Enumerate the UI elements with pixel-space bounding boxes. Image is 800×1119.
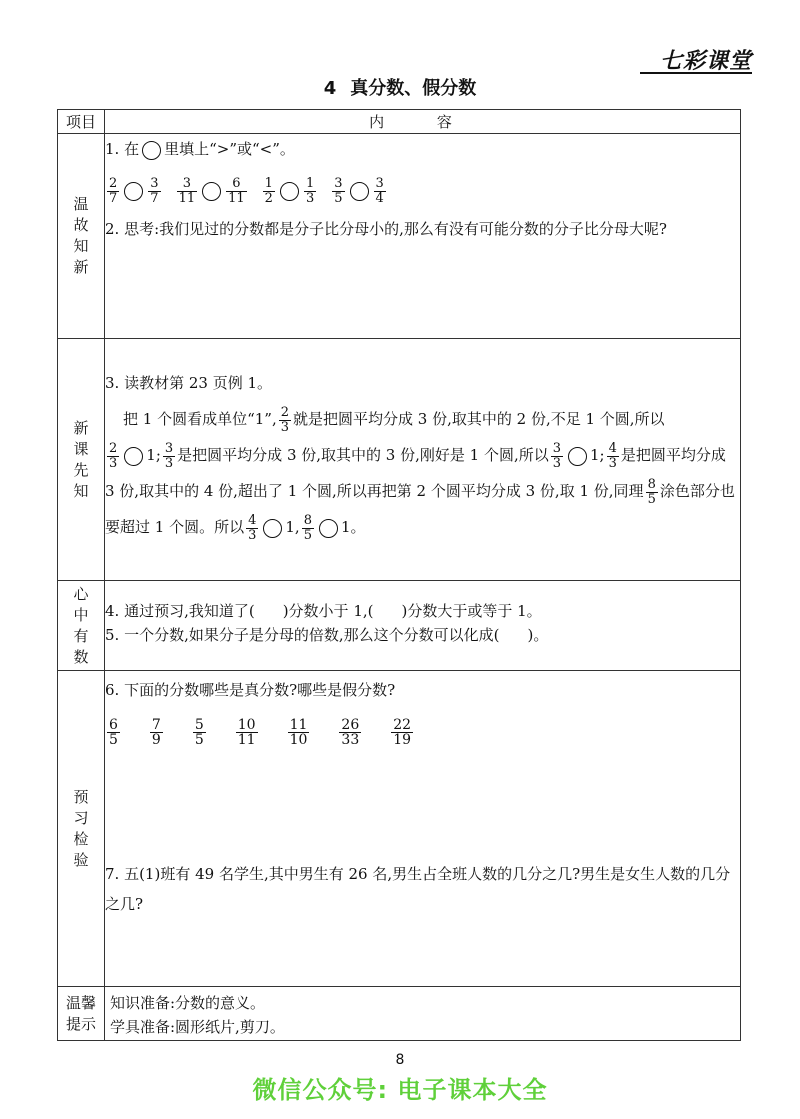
circle-blank[interactable] <box>202 182 221 201</box>
circle-blank[interactable] <box>263 519 282 538</box>
content-review <box>105 134 741 339</box>
fraction-right: $\frac{3}{4}$ <box>375 175 384 206</box>
section-tips <box>58 987 741 1041</box>
circle-blank[interactable] <box>319 519 338 538</box>
question-4: 4. 通过预习,我知道了( )分数小于 1,( )分数大于或等于 1。 <box>105 602 542 620</box>
fraction-item: $\frac{5}{5}$ <box>194 716 204 748</box>
fraction-right: $\frac{6}{11}$ <box>228 175 245 206</box>
preview-paragraph: 把 1 个圆看成单位“1”, $\frac{2}{3}$ 就是把圆平均分成 3 份,取其中的 2 份,不足 1 个圆,所以 <box>123 404 665 435</box>
title-text: 真分数、假分数 <box>350 78 477 99</box>
compare-pair <box>175 175 249 206</box>
content-heart <box>105 581 741 671</box>
fraction-left: $\frac{3}{11}$ <box>178 175 196 206</box>
question-2: 2. 思考:我们见过的分数都是分子比分母小的,那么有没有可能分数的分子比分母大呢? <box>105 220 667 238</box>
question-5: 5. 一个分数,如果分子是分母的倍数,那么这个分数可以化成( )。 <box>105 626 549 644</box>
section-preview <box>58 339 741 581</box>
fraction-item: $\frac{26}{33}$ <box>341 716 360 748</box>
circle-blank[interactable] <box>350 182 369 201</box>
fraction-right: $\frac{3}{7}$ <box>150 175 159 206</box>
fraction-4-3: $\frac{4}{3}$ <box>608 440 617 471</box>
fraction-3-3: $\frac{3}{3}$ <box>164 440 174 471</box>
header-item: 项目 <box>58 110 105 134</box>
fraction-left: $\frac{3}{5}$ <box>334 175 343 206</box>
header-content: 内 容 <box>105 110 741 134</box>
question-1: 1. 在 里填上“>”或“<”。 <box>105 140 295 158</box>
fraction-2-3: $\frac{2}{3}$ <box>109 440 118 471</box>
section-review <box>58 134 741 339</box>
circle-blank[interactable] <box>568 447 587 466</box>
fraction-left: $\frac{1}{2}$ <box>264 175 273 206</box>
compare-row <box>105 170 740 210</box>
fraction-item: $\frac{22}{19}$ <box>393 716 412 748</box>
circle-blank[interactable] <box>124 182 143 201</box>
label-heart: 心中有数 <box>58 581 105 671</box>
question-6: 6. 下面的分数哪些是真分数?哪些是假分数? <box>105 681 396 699</box>
tip-line-2: 学具准备:圆形纸片,剪刀。 <box>110 1018 285 1036</box>
fraction-item: $\frac{11}{10}$ <box>289 716 308 748</box>
fraction-4-3: $\frac{4}{3}$ <box>248 512 257 543</box>
page-title <box>0 74 800 100</box>
brand-logo: 七彩课堂 <box>659 49 752 74</box>
compare-pair <box>105 175 163 206</box>
label-tips: 温馨 提示 <box>58 987 105 1041</box>
question-3: 3. 读教材第 23 页例 1。 <box>105 374 273 392</box>
fraction-left: $\frac{2}{7}$ <box>109 175 118 206</box>
fraction-8-5: $\frac{8}{5}$ <box>647 476 656 507</box>
circle-blank[interactable] <box>124 447 143 466</box>
circle-blank[interactable] <box>142 141 161 160</box>
label-check: 预习检验 <box>58 671 105 987</box>
label-review: 温故知新 <box>58 134 105 339</box>
content-preview <box>105 339 741 581</box>
fraction-item: $\frac{7}{9}$ <box>151 716 161 748</box>
content-tips <box>105 987 741 1041</box>
page-number: 8 <box>395 1052 405 1068</box>
fraction-2-3: $\frac{2}{3}$ <box>280 404 290 435</box>
circle-blank[interactable] <box>280 182 299 201</box>
label-preview: 新课先知 <box>58 339 105 581</box>
compare-pair <box>330 175 388 206</box>
worksheet-table <box>57 109 741 1041</box>
fraction-item: $\frac{6}{5}$ <box>109 716 118 748</box>
section-heart <box>58 581 741 671</box>
fraction-item: $\frac{10}{11}$ <box>237 716 256 748</box>
watermark: 微信公众号: 电子课本大全 <box>252 1076 548 1104</box>
fraction-8-5: $\frac{8}{5}$ <box>303 512 312 543</box>
question-7: 7. 五(1)班有 49 名学生,其中男生有 26 名,男生占全班人数的几分之几?男生是女生人数的几分之几? <box>105 865 731 913</box>
fraction-right: $\frac{1}{3}$ <box>305 175 315 206</box>
content-check <box>105 671 741 987</box>
title-number: 4 <box>323 78 337 99</box>
fraction-3-3: $\frac{3}{3}$ <box>552 440 561 471</box>
fraction-list <box>105 709 740 753</box>
preview-paragraph-2: $\frac{2}{3}$ 1; $\frac{3}{3}$ 是把圆平均分成 3 份,取其中的 3 份,刚好是 1 个圆,所以 $\frac{3}{3}$ 1; $\frac{4}{3}$ 是把圆平均分成 3 份,取其中的 4 份,超出了 1 个圆,所以再把第 2 个圆平均分成 3 份,取 1 份,同理 $\frac{8}{5}$ 涂色部分也要超过 1 个圆。所以 $\frac{4}{3}$ 1, $\frac{8}{5}$ 1。 <box>105 440 735 543</box>
tip-line-1: 知识准备:分数的意义。 <box>110 994 266 1012</box>
section-check <box>58 671 741 987</box>
compare-pair <box>261 175 319 206</box>
